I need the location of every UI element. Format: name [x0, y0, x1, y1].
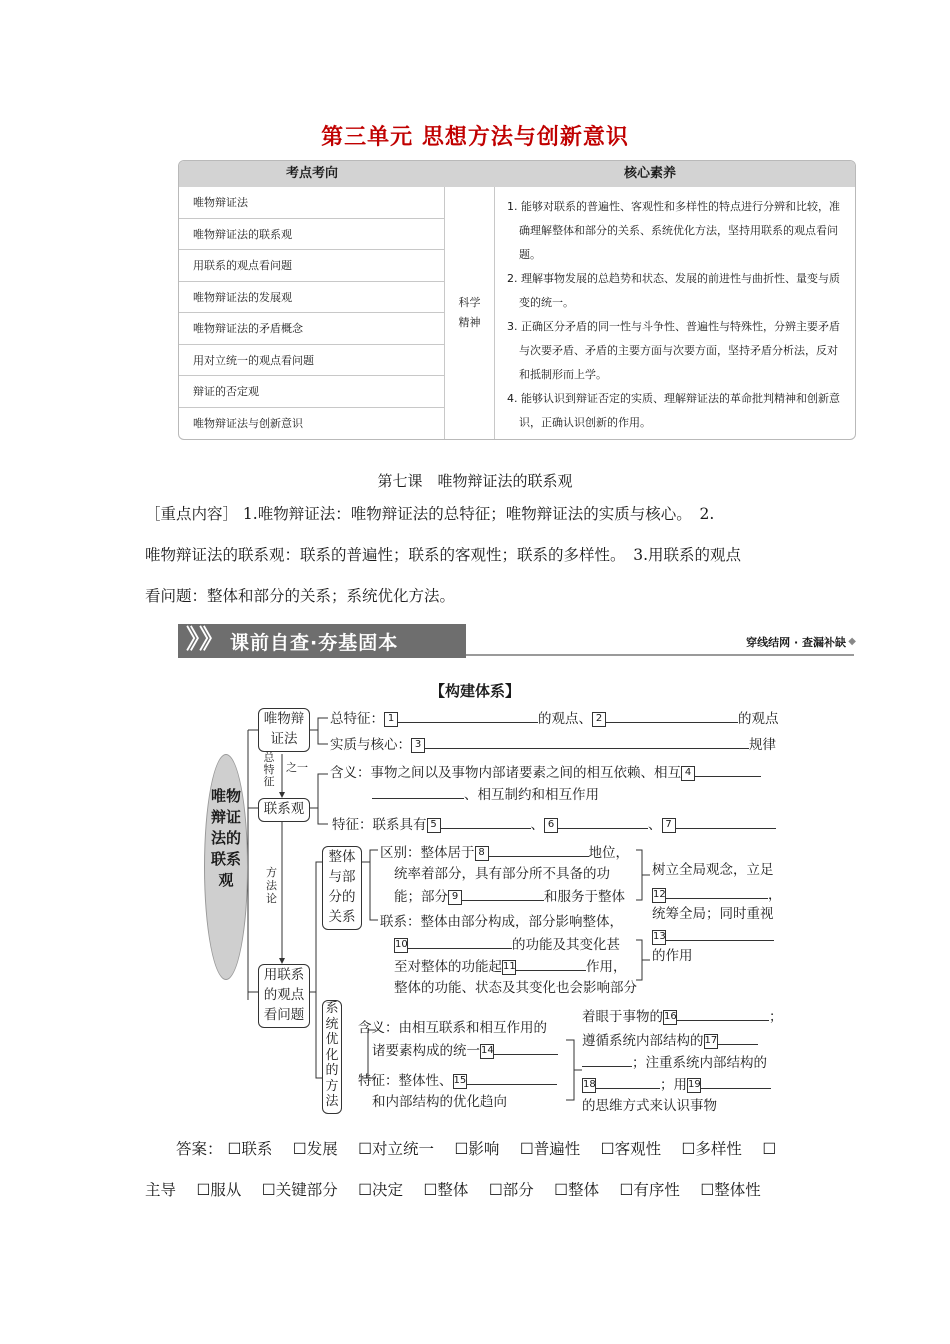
- topic-row: 用对立统一的观点看问题: [179, 345, 445, 377]
- fill-blank: [677, 1006, 769, 1021]
- blank-number: 7: [662, 818, 676, 833]
- fill-blank: [582, 1052, 632, 1067]
- banner-rule: [466, 654, 854, 656]
- row-text: 遵循系统内部结构的: [582, 1033, 704, 1049]
- header-competencies: 核心素养: [623, 166, 676, 181]
- node-label: 化: [325, 1047, 339, 1063]
- answer-item: ☐发展: [292, 1140, 338, 1158]
- blank-number: 1: [384, 712, 398, 727]
- answer-item: ☐整体性: [700, 1181, 761, 1199]
- row-text: 的观点: [738, 711, 779, 727]
- section-banner: [178, 624, 854, 658]
- blank-number: 4: [681, 766, 695, 781]
- table-header: [179, 161, 855, 187]
- row-text: ；用: [660, 1077, 687, 1093]
- fill-blank: [467, 1070, 557, 1085]
- row-text: 着眼于事物的: [582, 1009, 663, 1025]
- row-text: 和服务于整体: [544, 889, 625, 905]
- blank-number: 19: [687, 1078, 701, 1093]
- blank-number: 18: [582, 1078, 596, 1093]
- row-text: 、: [648, 817, 662, 833]
- row-text: 至对整体的功能起: [394, 959, 502, 975]
- node-label: 分的: [328, 889, 356, 905]
- link-row-3: [394, 956, 627, 977]
- system-meaning-row-2: [372, 1040, 558, 1061]
- lesson-title: 第七课 唯物辩证法的联系观: [377, 472, 573, 490]
- answer-item: ☐联系: [227, 1140, 273, 1158]
- blank-number: 13: [652, 930, 666, 945]
- competency-list: [507, 195, 847, 435]
- fill-blank: [676, 814, 776, 829]
- fill-blank: [596, 1074, 660, 1089]
- system-right-row-3: [582, 1052, 767, 1073]
- blank-number: 10: [394, 938, 408, 953]
- node-label: 优: [325, 1032, 339, 1047]
- topic-row: 辩证的否定观: [179, 376, 445, 408]
- node-label: 的: [325, 1063, 339, 1078]
- row-text: 作用，: [586, 959, 627, 975]
- key-content-line: 看问题：整体和部分的关系；系统优化方法。: [145, 587, 456, 605]
- node-label: 关系: [328, 909, 356, 925]
- node-label: 的观点: [263, 987, 305, 1003]
- right-row-4: [652, 926, 774, 947]
- node-label: 方: [325, 1078, 339, 1094]
- features-row: [332, 814, 776, 835]
- banner-label: 课前自查·夯基固本: [230, 632, 399, 654]
- fill-blank: [462, 886, 544, 901]
- row-text: 地位，: [588, 845, 629, 861]
- node-label: 法: [325, 1094, 339, 1109]
- node-label: 证法: [270, 731, 298, 747]
- general-feature-row: [330, 708, 779, 729]
- right-row-5: 的作用: [652, 948, 693, 964]
- row-label: 实质与核心：: [330, 737, 411, 753]
- node-whole-part: [322, 846, 362, 930]
- blank-number: 6: [544, 818, 558, 833]
- competency-item: 1. 能够对联系的普遍性、客观性和多样性的特点进行分辨和比较，准确理解整体和部分的关系、系统优化方法，坚持用联系的观点看问题。: [507, 200, 840, 261]
- fill-blank: [372, 784, 464, 799]
- answers-line-2: [145, 1178, 761, 1200]
- node-label: 用联系: [263, 967, 305, 983]
- fill-blank: [494, 1040, 558, 1055]
- topic-row: 唯物辩证法: [179, 187, 445, 219]
- answer-item: ☐服从: [196, 1181, 242, 1199]
- answer-item: ☐普遍性: [519, 1140, 581, 1158]
- competency-label-line: 精神: [458, 316, 481, 329]
- blank-number: 5: [427, 818, 441, 833]
- difference-row-3: [394, 886, 625, 907]
- row-label: 总特征：: [330, 711, 384, 727]
- answer-item: ☐影响: [454, 1140, 500, 1158]
- chevrons-icon: 》》: [186, 625, 226, 655]
- answer-item: 主导: [145, 1181, 177, 1199]
- node-use-connection: [258, 964, 310, 1028]
- answer-item: ☐: [762, 1140, 777, 1158]
- node-label: 唯物辩: [263, 711, 305, 727]
- diamond-icon: ◆: [848, 636, 856, 647]
- link-row-2: [394, 934, 620, 955]
- answer-item: ☐整体: [554, 1181, 600, 1199]
- blank-number: 12: [652, 888, 666, 903]
- system-right-row-5: 的思维方式来认识事物: [582, 1098, 717, 1114]
- node-system-optimization: [322, 1000, 342, 1114]
- meaning-row: [330, 762, 761, 783]
- competency-item: 4. 能够认识到辩证否定的实质、理解辩证法的革命批判精神和创新意识，正确认识创新的作用。: [507, 392, 840, 429]
- answer-item: ☐多样性: [681, 1140, 742, 1158]
- row-label: 区别：整体居于: [380, 845, 475, 861]
- row-text: 含义：事物之间以及事物内部诸要素之间的相互依赖、相互: [330, 765, 681, 781]
- answer-item: ☐有序性: [619, 1181, 680, 1199]
- fill-blank: [425, 734, 749, 749]
- competency-item: 2. 理解事物发展的总趋势和状态、发展的前进性与曲折性、量变与质变的统一。: [507, 272, 840, 309]
- blank-number: 16: [663, 1010, 677, 1025]
- header-topics: 考点考向: [285, 166, 338, 181]
- blank-number: 15: [453, 1074, 467, 1089]
- system-meaning-row-1: 含义：由相互联系和相互作用的: [358, 1020, 547, 1036]
- essence-row: [330, 734, 776, 755]
- key-content-line: ［重点内容］ 1.唯物辩证法：唯物辩证法的总特征；唯物辩证法的实质与核心。 2.: [145, 505, 715, 523]
- blank-number: 17: [704, 1034, 718, 1049]
- difference-row-2: 统率着部分，具有部分所不具备的功: [394, 866, 610, 882]
- fill-blank: [489, 842, 589, 857]
- fill-blank: [718, 1030, 758, 1045]
- blank-number: 8: [475, 846, 489, 861]
- node-label: 与部: [328, 869, 356, 885]
- key-content-line: 唯物辩证法的联系观：联系的普遍性；联系的客观性；联系的多样性。 3.用联系的观点: [145, 546, 742, 564]
- difference-row-1: [380, 842, 629, 863]
- fill-blank: [606, 708, 738, 723]
- system-feature-row-1: [358, 1070, 557, 1091]
- row-text: ；注重系统内部结构的: [632, 1055, 767, 1071]
- link-row-4: 整体的功能、状态及其变化也会影响部分: [394, 980, 637, 996]
- fill-blank: [666, 926, 774, 941]
- fill-blank: [398, 708, 538, 723]
- fill-blank: [516, 956, 586, 971]
- system-right-row-2: [582, 1030, 758, 1051]
- answer-item: ☐决定: [358, 1181, 404, 1199]
- row-text: ；: [769, 1009, 783, 1025]
- right-row-1: 树立全局观念，立足: [652, 862, 774, 878]
- answers-prefix: 答案：: [176, 1140, 223, 1158]
- meaning-cont-row: [372, 784, 599, 805]
- topic-row: 唯物辩证法的发展观: [179, 282, 445, 314]
- mid-label-one-of: 之一: [286, 761, 308, 774]
- blank-number: 14: [480, 1044, 494, 1059]
- fill-blank: [441, 814, 531, 829]
- link-row-1: 联系：整体由部分构成，部分影响整体，: [380, 914, 623, 930]
- blank-number: 2: [592, 712, 606, 727]
- concept-diagram: [0, 700, 950, 1120]
- node-label: 统: [325, 1016, 339, 1032]
- system-feature-row-2: 和内部结构的优化趋向: [372, 1094, 507, 1110]
- node-label: 整体: [328, 849, 356, 865]
- row-text: 、: [530, 817, 544, 833]
- competency-label: [445, 187, 495, 439]
- row-text: 规律: [749, 737, 776, 753]
- row-text: 、相互制约和相互作用: [464, 787, 599, 803]
- system-heading: 【构建体系】: [429, 682, 520, 700]
- row-label: 特征：联系具有: [332, 817, 427, 833]
- topics-column: [179, 187, 445, 439]
- row-text: 的功能及其变化甚: [512, 937, 620, 953]
- fill-blank: [558, 814, 648, 829]
- node-connection: 联系观: [258, 798, 310, 822]
- answer-item: ☐关键部分: [261, 1181, 338, 1199]
- fill-blank: [701, 1074, 771, 1089]
- system-right-row-4: [582, 1074, 771, 1095]
- competency-item: 3. 正确区分矛盾的同一性与斗争性、普遍性与特殊性，分辨主要矛盾与次要矛盾、矛盾的主要方面与次要方面，坚持矛盾分析法，反对和抵制形而上学。: [507, 320, 840, 381]
- right-row-3: 统筹全局；同时重视: [652, 906, 774, 922]
- right-row-2: [652, 884, 782, 905]
- outline-table: [178, 160, 856, 440]
- blank-number: 9: [448, 890, 462, 905]
- row-text: 能；部分: [394, 889, 448, 905]
- blank-number: 3: [411, 738, 425, 753]
- competency-label-line: 科学: [458, 296, 481, 309]
- row-label: 特征：整体性、: [358, 1073, 453, 1089]
- system-right-row-1: [582, 1006, 783, 1027]
- fill-blank: [408, 934, 512, 949]
- topic-row: 唯物辩证法与创新意识: [179, 408, 445, 440]
- answers-line-1: [176, 1137, 776, 1159]
- row-text: ，: [768, 887, 782, 903]
- fill-blank: [666, 884, 768, 899]
- banner-subtitle: 穿线结网 · 查漏补缺: [746, 636, 846, 649]
- fill-blank: [695, 762, 761, 777]
- answer-item: ☐客观性: [600, 1140, 662, 1158]
- blank-number: 11: [502, 960, 516, 975]
- answer-item: ☐整体: [423, 1181, 469, 1199]
- answer-item: ☐部分: [488, 1181, 534, 1199]
- topic-row: 唯物辩证法的矛盾概念: [179, 313, 445, 345]
- method-label: 方法论: [266, 866, 277, 905]
- node-label: 看问题: [263, 1007, 305, 1023]
- answer-item: ☐对立统一: [358, 1140, 435, 1158]
- topic-row: 用联系的观点看问题: [179, 250, 445, 282]
- node-dialectics: [258, 708, 310, 752]
- node-label: 系: [325, 1001, 339, 1016]
- row-text: 的观点、: [538, 711, 592, 727]
- root-label: 唯物辩证法的联系观: [210, 787, 241, 889]
- topic-row: 唯物辩证法的联系观: [179, 219, 445, 251]
- mid-label-general: 总特征: [263, 751, 275, 788]
- unit-title: 第三单元 思想方法与创新意识: [321, 125, 629, 150]
- row-text: 诸要素构成的统一: [372, 1043, 480, 1059]
